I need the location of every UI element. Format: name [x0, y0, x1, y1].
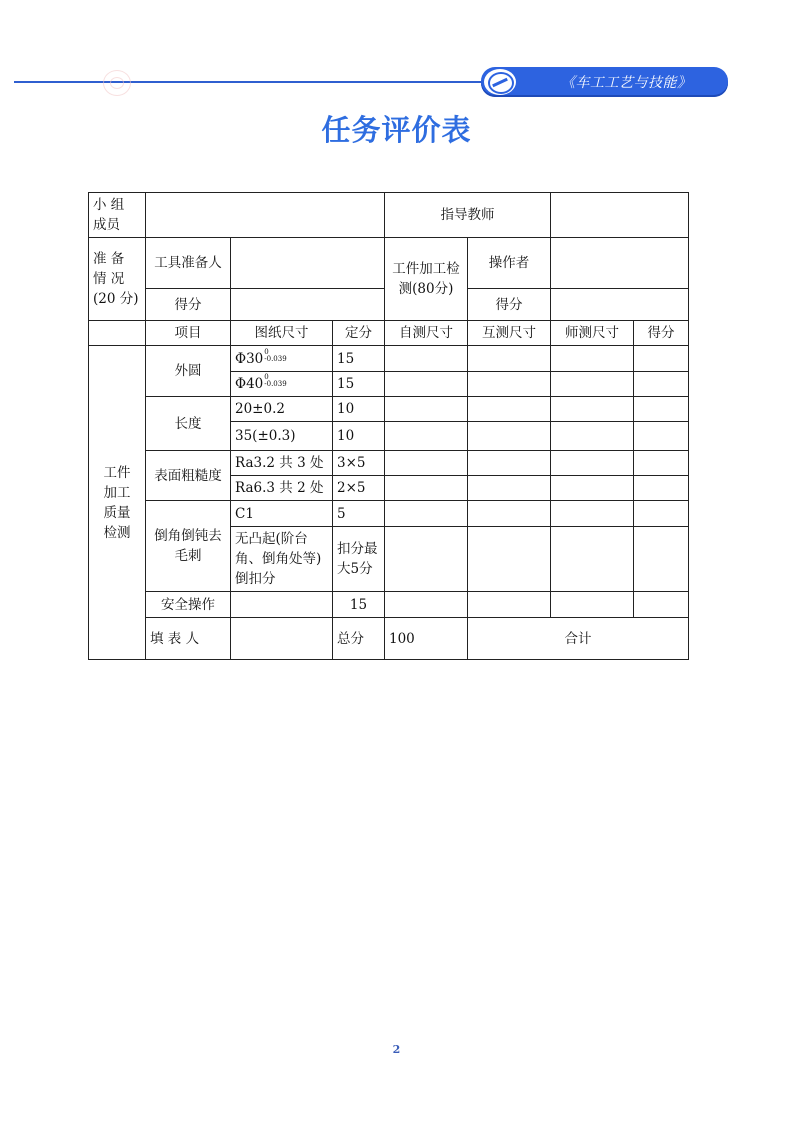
- filler-label: 填 表 人: [146, 618, 231, 660]
- teacher-check-cell[interactable]: [551, 451, 634, 476]
- score-cell[interactable]: [634, 397, 689, 422]
- instructor-label: 指导教师: [385, 193, 551, 238]
- watermark-logo-icon: [103, 70, 131, 96]
- points-value: 15: [333, 372, 385, 397]
- self-check-cell[interactable]: [385, 422, 468, 451]
- drawing-size: 20±0.2: [231, 397, 333, 422]
- score-cell[interactable]: [634, 527, 689, 592]
- peer-check-cell[interactable]: [468, 527, 551, 592]
- table-row: [89, 346, 689, 372]
- table-row: [89, 397, 689, 422]
- score-cell[interactable]: [634, 592, 689, 618]
- self-check-cell[interactable]: [385, 372, 468, 397]
- peer-check-cell[interactable]: [468, 476, 551, 501]
- column-self-check: 自测尺寸: [385, 321, 468, 346]
- self-check-cell[interactable]: [385, 451, 468, 476]
- teacher-check-cell[interactable]: [551, 501, 634, 527]
- item-label: 长度: [146, 397, 231, 451]
- self-check-cell[interactable]: [385, 346, 468, 372]
- operator-label: 操作者: [468, 238, 551, 289]
- drawing-size: 无凸起(阶台角、倒角处等)倒扣分: [231, 527, 333, 592]
- teacher-check-cell[interactable]: [551, 422, 634, 451]
- self-check-cell[interactable]: [385, 397, 468, 422]
- points-value: 10: [333, 422, 385, 451]
- points-value: 扣分最大5分: [333, 527, 385, 592]
- drawing-size: Ra6.3 共 2 处: [231, 476, 333, 501]
- peer-check-cell[interactable]: [468, 592, 551, 618]
- drawing-size: C1: [231, 501, 333, 527]
- table-row: [89, 501, 689, 527]
- teacher-check-cell[interactable]: [551, 397, 634, 422]
- group-members-cell[interactable]: [146, 193, 385, 238]
- header-banner: [481, 67, 728, 97]
- operator-cell[interactable]: [551, 238, 689, 289]
- score-cell[interactable]: [634, 422, 689, 451]
- page-title: 任务评价表: [321, 113, 472, 147]
- teacher-check-cell[interactable]: [551, 346, 634, 372]
- group-members-label: 小 组 成员: [89, 193, 146, 238]
- column-item: 项目: [146, 321, 231, 346]
- peer-check-cell[interactable]: [468, 372, 551, 397]
- book-title: 《车工工艺与技能》: [561, 75, 692, 91]
- score-cell[interactable]: [634, 451, 689, 476]
- self-check-cell[interactable]: [385, 476, 468, 501]
- evaluation-table: [88, 192, 689, 660]
- column-teacher-check: 师测尺寸: [551, 321, 634, 346]
- safety-points: 15: [333, 592, 385, 618]
- table-row: [89, 592, 689, 618]
- drawing-size: Φ30 0 -0.039: [231, 346, 333, 372]
- points-value: 5: [333, 501, 385, 527]
- peer-check-cell[interactable]: [468, 397, 551, 422]
- peer-check-cell[interactable]: [468, 422, 551, 451]
- quality-section-label: 工件加工质量检测: [89, 346, 146, 660]
- total-points: 100: [385, 618, 468, 660]
- workpiece-check-label: 工件加工检测(80分): [385, 238, 468, 321]
- page-number: 2: [392, 1043, 401, 1056]
- item-label: 倒角倒钝去毛刺: [146, 501, 231, 592]
- instructor-cell[interactable]: [551, 193, 689, 238]
- peer-check-cell[interactable]: [468, 501, 551, 527]
- prep-score-cell[interactable]: [231, 289, 385, 321]
- drawing-size: Ra3.2 共 3 处: [231, 451, 333, 476]
- header-rule: [14, 81, 484, 83]
- safety-label: 安全操作: [146, 592, 231, 618]
- peer-check-cell[interactable]: [468, 451, 551, 476]
- teacher-check-cell[interactable]: [551, 527, 634, 592]
- self-check-cell[interactable]: [385, 527, 468, 592]
- column-score: 得分: [634, 321, 689, 346]
- item-label: 表面粗糙度: [146, 451, 231, 501]
- header-blank: [89, 321, 146, 346]
- prep-label: 准 备 情 况 (20 分): [89, 238, 146, 321]
- tool-prep-label: 工具准备人: [146, 238, 231, 289]
- teacher-check-cell[interactable]: [551, 592, 634, 618]
- points-value: 10: [333, 397, 385, 422]
- self-check-cell[interactable]: [385, 501, 468, 527]
- book-logo-icon: [484, 69, 516, 95]
- table-row: [89, 451, 689, 476]
- score-cell[interactable]: [634, 501, 689, 527]
- drawing-size: Φ40 0 -0.039: [231, 372, 333, 397]
- tool-prep-cell[interactable]: [231, 238, 385, 289]
- points-value: 3×5: [333, 451, 385, 476]
- sum-label: 合计: [468, 618, 689, 660]
- column-points: 定分: [333, 321, 385, 346]
- score-cell[interactable]: [634, 346, 689, 372]
- operator-score-cell[interactable]: [551, 289, 689, 321]
- drawing-size: 35(±0.3): [231, 422, 333, 451]
- score-cell[interactable]: [634, 476, 689, 501]
- filler-cell[interactable]: [231, 618, 333, 660]
- points-value: 2×5: [333, 476, 385, 501]
- total-label: 总分: [333, 618, 385, 660]
- peer-check-cell[interactable]: [468, 346, 551, 372]
- teacher-check-cell[interactable]: [551, 476, 634, 501]
- column-drawing-size: 图纸尺寸: [231, 321, 333, 346]
- score-cell[interactable]: [634, 372, 689, 397]
- self-check-cell[interactable]: [385, 592, 468, 618]
- operator-score-label: 得分: [468, 289, 551, 321]
- column-peer-check: 互测尺寸: [468, 321, 551, 346]
- teacher-check-cell[interactable]: [551, 372, 634, 397]
- points-value: 15: [333, 346, 385, 372]
- item-label: 外圆: [146, 346, 231, 397]
- prep-score-label: 得分: [146, 289, 231, 321]
- safety-size-cell: [231, 592, 333, 618]
